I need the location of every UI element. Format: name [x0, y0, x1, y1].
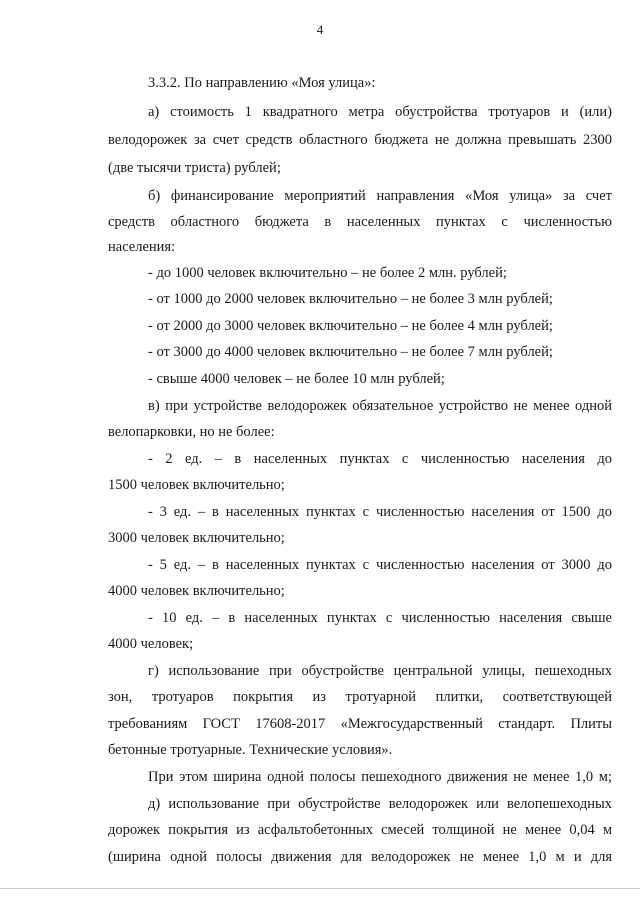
list-item: 4000 человек включительно; — [108, 583, 285, 599]
paragraph-line: б) финансирование мероприятий направления «Моя улица» за счет — [148, 188, 612, 204]
paragraph-line: (две тысячи триста) рублей; — [108, 160, 281, 176]
list-item: - свыше 4000 человек – не более 10 млн рублей; — [148, 371, 445, 387]
paragraph-line: г) использование при обустройстве центральной улицы, пешеходных — [148, 663, 612, 679]
paragraph-line: требованиям ГОСТ 17608-2017 «Межгосударственный стандарт. Плиты — [108, 716, 612, 732]
list-item: - 3 ед. – в населенных пунктах с численностью населения от 1500 до — [148, 504, 612, 520]
paragraph-line: При этом ширина одной полосы пешеходного движения не менее 1,0 м; — [148, 769, 612, 785]
paragraph-line: велодорожек за счет средств областного бюджета не должна превышать 2300 — [108, 132, 612, 148]
paragraph-line: в) при устройстве велодорожек обязательное устройство не менее одной — [148, 398, 612, 414]
list-item: - от 3000 до 4000 человек включительно – не более 7 млн рублей; — [148, 344, 553, 360]
paragraph-line: д) использование при обустройстве велодорожек или велопешеходных — [148, 796, 612, 812]
page-number: 4 — [316, 22, 324, 37]
paragraph-line: бетонные тротуарные. Технические условия». — [108, 742, 393, 758]
list-item: - от 2000 до 3000 человек включительно – не более 4 млн рублей; — [148, 318, 553, 334]
paragraph-line: велопарковки, но не более: — [108, 424, 275, 440]
list-item: 3000 человек включительно; — [108, 530, 285, 546]
section-heading: 3.3.2. По направлению «Моя улица»: — [148, 75, 376, 91]
list-item: - от 1000 до 2000 человек включительно – не более 3 млн рублей; — [148, 291, 553, 307]
paragraph-line: (ширина одной полосы движения для велодорожек не менее 1,0 м и для — [108, 849, 612, 865]
page-bottom-edge — [0, 888, 640, 889]
list-item: - 2 ед. – в населенных пунктах с численностью населения до — [148, 451, 612, 467]
list-item: - до 1000 человек включительно – не более 2 млн. рублей; — [148, 265, 507, 281]
list-item: 4000 человек; — [108, 636, 194, 652]
list-item: - 10 ед. – в населенных пунктах с численностью населения свыше — [148, 610, 612, 626]
paragraph-line: а) стоимость 1 квадратного метра обустройства тротуаров и (или) — [148, 104, 612, 120]
paragraph-line: средств областного бюджета в населенных пунктах с численностью — [108, 214, 612, 230]
paragraph-line: зон, тротуаров покрытия из тротуарной плитки, соответствующей — [108, 689, 612, 705]
list-item: - 5 ед. – в населенных пунктах с численностью населения от 3000 до — [148, 557, 612, 573]
paragraph-line: дорожек покрытия из асфальтобетонных смесей толщиной не менее 0,04 м — [108, 822, 612, 838]
list-item: 1500 человек включительно; — [108, 477, 285, 493]
paragraph-line: населения: — [108, 239, 176, 255]
